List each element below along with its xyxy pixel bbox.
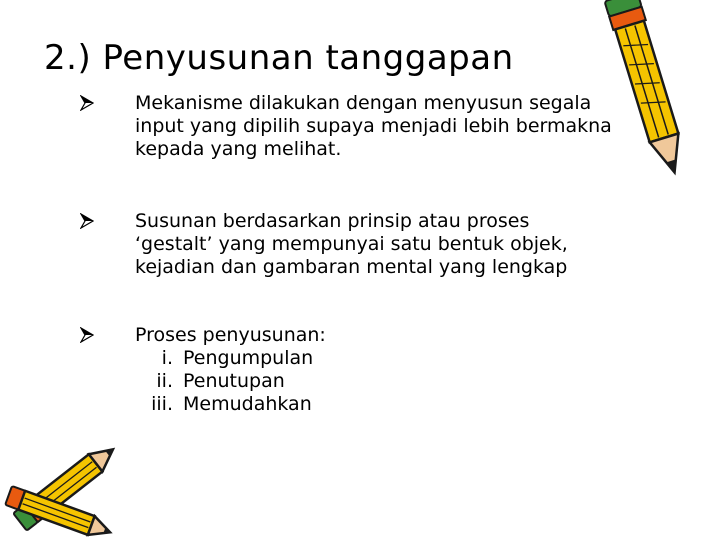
bullet-line: ‘gestalt’ yang mempunyai satu bentuk objek, <box>135 233 568 255</box>
sub-item-number: ii. <box>156 370 173 392</box>
arrowhead-bullet-icon <box>80 213 94 229</box>
bullet-line: input yang dipilih supaya menjadi lebih bermakna <box>135 115 612 137</box>
bullet-line: Mekanisme dilakukan dengan menyusun segala <box>135 92 592 114</box>
bullet-item <box>135 92 612 161</box>
sub-item <box>135 347 326 370</box>
sub-item-number: i. <box>161 347 173 369</box>
arrowhead-bullet-icon <box>80 327 94 343</box>
bullet-item <box>135 324 326 416</box>
bullet-line: kepada yang melihat. <box>135 138 342 160</box>
bullet-line: kejadian dan gambaran mental yang lengkap <box>135 256 568 278</box>
sub-item-text: Memudahkan <box>183 393 312 415</box>
slide-title: 2.) Penyusunan tanggapan <box>44 38 514 78</box>
pencil-icon <box>600 0 700 185</box>
sub-item <box>135 393 326 416</box>
bullet-line: Susunan berdasarkan prinsip atau proses <box>135 210 530 232</box>
sub-item-text: Pengumpulan <box>183 347 314 369</box>
bullet-line: Proses penyusunan: <box>135 324 326 346</box>
arrowhead-bullet-icon <box>80 95 94 111</box>
pencils-icon <box>0 432 140 540</box>
sub-item <box>135 370 326 393</box>
bullet-item <box>135 210 568 279</box>
sub-item-number: iii. <box>151 393 173 415</box>
sub-item-text: Penutupan <box>183 370 285 392</box>
